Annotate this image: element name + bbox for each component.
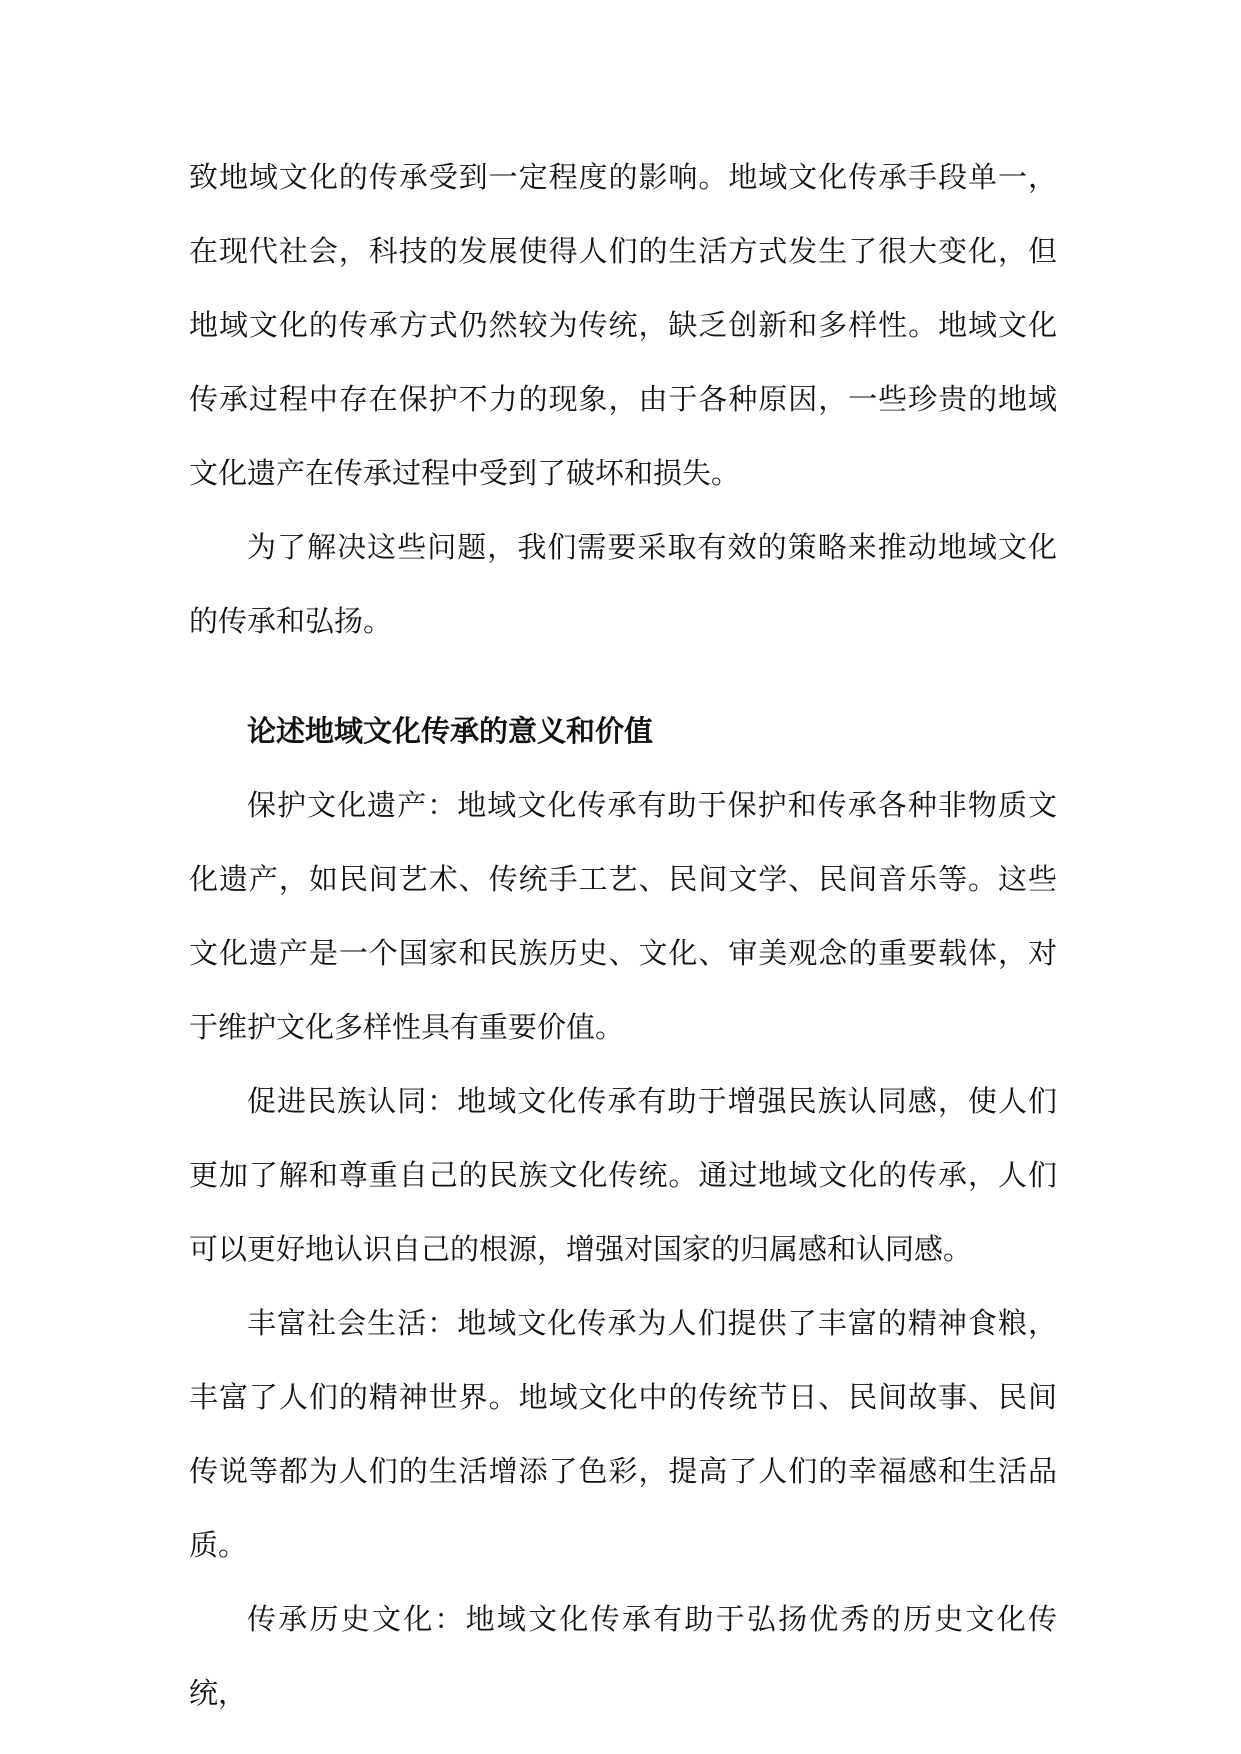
section-heading: 论述地域文化传承的意义和价值 [247, 714, 654, 748]
paragraph-protect-heritage: 保护文化遗产：地域文化传承有助于保护和传承各种非物质文化遗产，如民间艺术、传统手工艺、民间文学、民间音乐等。这些文化遗产是一个国家和民族历史、文化、审美观念的重要载体，对于维护文化多样性具有重要价值。 [189, 788, 1057, 1044]
paragraph-solution-intro: 为了解决这些问题，我们需要采取有效的策略来推动地域文化的传承和弘扬。 [189, 530, 1057, 638]
document-body [189, 140, 1057, 1730]
paragraph-continuation: 致地域文化的传承受到一定程度的影响。地域文化传承手段单一，在现代社会，科技的发展使得人们的生活方式发生了很大变化，但地域文化的传承方式仍然较为传统，缺乏创新和多样性。地域文化传承过程中存在保护不力的现象，由于各种原因，一些珍贵的地域文化遗产在传承过程中受到了破坏和损失。 [189, 160, 1057, 490]
paragraph-history-culture: 传承历史文化：地域文化传承有助于弘扬优秀的历史文化传统， [189, 1602, 1057, 1710]
paragraph-social-life: 丰富社会生活：地域文化传承为人们提供了丰富的精神食粮，丰富了人们的精神世界。地域文化中的传统节日、民间故事、民间传说等都为人们的生活增添了色彩，提高了人们的幸福感和生活品质。 [189, 1306, 1057, 1562]
paragraph-national-identity: 促进民族认同：地域文化传承有助于增强民族认同感，使人们更加了解和尊重自己的民族文化传统。通过地域文化的传承，人们可以更好地认识自己的根源，增强对国家的归属感和认同感。 [189, 1084, 1057, 1266]
